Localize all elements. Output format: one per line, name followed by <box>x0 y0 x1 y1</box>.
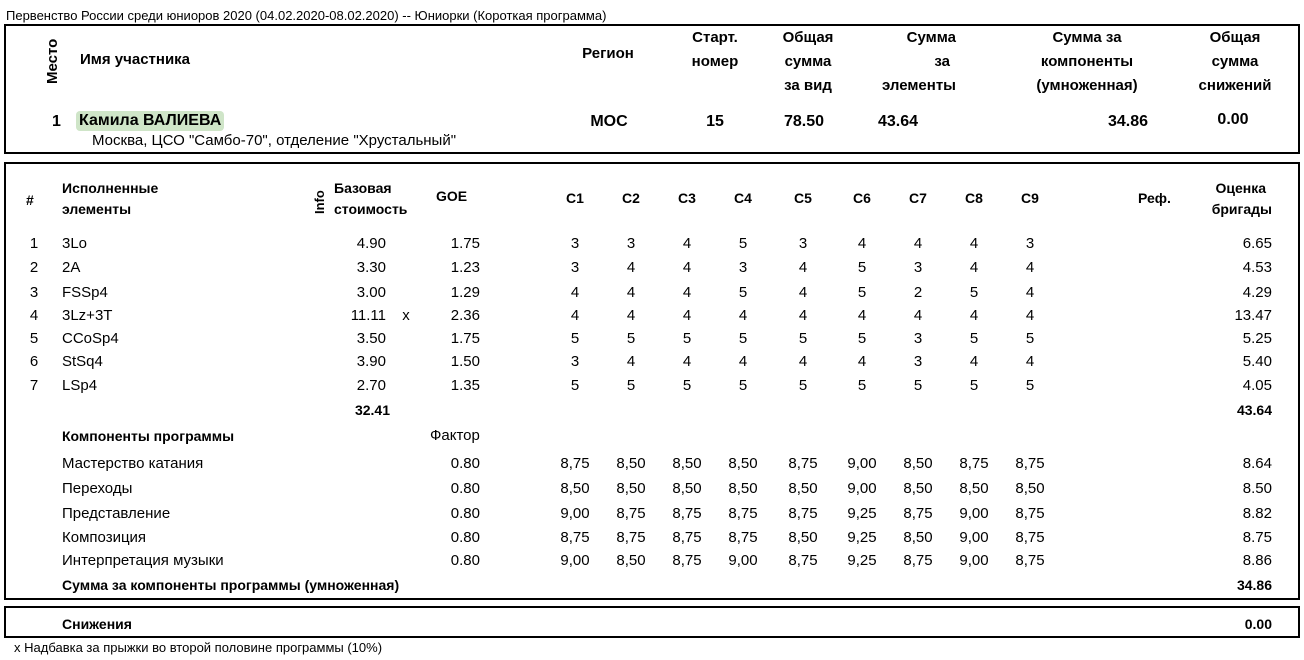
element-judge-score: 5 <box>969 330 979 347</box>
component-judge-score: 8,50 <box>616 480 646 497</box>
element-judge-score: 5 <box>626 377 636 394</box>
element-panel-score: 6.65 <box>1242 235 1272 252</box>
element-judge-score: 4 <box>738 353 748 370</box>
element-judge-score: 5 <box>682 330 692 347</box>
element-base: 4.90 <box>356 235 386 252</box>
judge-header-c1: C1 <box>566 190 584 206</box>
footnote: x Надбавка за прыжки во второй половине программы (10%) <box>14 640 383 655</box>
element-judge-score: 4 <box>626 353 636 370</box>
element-judge-score: 5 <box>626 330 636 347</box>
element-judge-score: 4 <box>969 259 979 276</box>
component-name: Интерпретация музыки <box>62 552 224 569</box>
element-judge-score: 4 <box>969 307 979 324</box>
element-base: 3.30 <box>356 259 386 276</box>
ref-header: Реф. <box>1138 190 1171 206</box>
component-judge-score: 8,75 <box>1015 455 1045 472</box>
element-judge-score: 3 <box>798 235 808 252</box>
element-name: 2A <box>62 259 81 276</box>
component-judge-score: 9,00 <box>728 552 758 569</box>
component-judge-score: 8,50 <box>959 480 989 497</box>
component-name: Представление <box>62 505 171 522</box>
component-judge-score: 8,50 <box>903 529 933 546</box>
component-judge-score: 8,75 <box>1015 529 1045 546</box>
element-judge-score: 5 <box>1025 330 1035 347</box>
element-name: CCoSp4 <box>62 330 119 347</box>
component-panel-score: 8.82 <box>1242 505 1272 522</box>
element-judge-score: 4 <box>682 259 692 276</box>
skater-start-no: 15 <box>706 113 724 130</box>
element-judge-score: 5 <box>969 284 979 301</box>
element-base: 3.00 <box>356 284 386 301</box>
component-judge-score: 8,50 <box>903 480 933 497</box>
element-judge-score: 4 <box>969 235 979 252</box>
component-judge-score: 8,75 <box>728 529 758 546</box>
element-judge-score: 4 <box>738 307 748 324</box>
component-judge-score: 8,75 <box>1015 505 1045 522</box>
component-judge-score: 8,50 <box>1015 480 1045 497</box>
element-judge-score: 4 <box>682 353 692 370</box>
element-judge-score: 4 <box>857 307 867 324</box>
component-judge-score: 9,00 <box>959 529 989 546</box>
element-name: 3Lz+3T <box>62 307 113 324</box>
name-header: Имя участника <box>80 51 191 68</box>
element-num: 1 <box>29 235 39 252</box>
element-panel-score: 5.40 <box>1242 353 1272 370</box>
element-judge-score: 4 <box>798 259 808 276</box>
judge-header-c5: C5 <box>794 190 812 206</box>
element-judge-score: 4 <box>570 284 580 301</box>
component-judge-score: 8,75 <box>560 529 590 546</box>
skater-components-score: 34.86 <box>1107 113 1148 130</box>
element-judge-score: 4 <box>857 235 867 252</box>
element-judge-score: 4 <box>913 235 923 252</box>
judge-header-c3: C3 <box>678 190 696 206</box>
component-judge-score: 8,50 <box>560 480 590 497</box>
element-num: 2 <box>29 259 39 276</box>
element-judge-score: 4 <box>857 353 867 370</box>
element-panel-score: 5.25 <box>1242 330 1272 347</box>
element-judge-score: 3 <box>570 235 580 252</box>
element-judge-score: 5 <box>1025 377 1035 394</box>
element-judge-score: 3 <box>913 259 923 276</box>
component-judge-score: 8,75 <box>1015 552 1045 569</box>
deductions-box <box>4 606 1300 638</box>
skater-elements-score: 43.64 <box>877 113 919 130</box>
component-name: Мастерство катания <box>62 455 204 472</box>
judge-header-c8: C8 <box>965 190 983 206</box>
component-judge-score: 8,75 <box>788 505 818 522</box>
element-base: 11.11 <box>350 307 386 324</box>
judge-header-c4: C4 <box>734 190 752 206</box>
element-judge-score: 4 <box>913 307 923 324</box>
judge-header-c6: C6 <box>853 190 871 206</box>
component-judge-score: 8,50 <box>616 455 646 472</box>
component-judge-score: 8,50 <box>728 480 758 497</box>
element-num: 6 <box>29 353 39 370</box>
skater-region: MOC <box>590 113 628 130</box>
element-num: 5 <box>29 330 39 347</box>
component-judge-score: 8,50 <box>788 529 818 546</box>
component-judge-score: 8,75 <box>903 552 933 569</box>
element-judge-score: 5 <box>682 377 692 394</box>
component-factor: 0.80 <box>450 455 480 472</box>
component-judge-score: 8,50 <box>672 480 702 497</box>
start-no-header: Старт. номер <box>691 29 739 70</box>
element-goe: 2.36 <box>450 307 480 324</box>
element-judge-score: 2 <box>913 284 923 301</box>
element-judge-score: 5 <box>738 377 748 394</box>
element-name: StSq4 <box>62 353 103 370</box>
element-name: 3Lo <box>62 235 88 252</box>
event-title: Первенство России среди юниоров 2020 (04.02.2020-08.02.2020) -- Юниорки (Короткая программа) <box>6 8 607 23</box>
factor-header: Фактор <box>430 427 480 444</box>
elements-total-base: 32.41 <box>354 402 390 418</box>
panel-header: Оценка бригады <box>1211 180 1272 217</box>
component-judge-score: 8,75 <box>672 552 702 569</box>
component-judge-score: 8,50 <box>903 455 933 472</box>
element-judge-score: 4 <box>1025 259 1035 276</box>
component-judge-score: 9,00 <box>959 505 989 522</box>
element-judge-score: 4 <box>798 284 808 301</box>
component-judge-score: 9,00 <box>560 552 590 569</box>
component-judge-score: 9,25 <box>847 505 877 522</box>
element-judge-score: 4 <box>1025 284 1035 301</box>
component-judge-score: 8,75 <box>616 529 646 546</box>
total-segment-header: Общая сумма за вид <box>782 29 834 94</box>
element-judge-score: 4 <box>626 259 636 276</box>
element-judge-score: 4 <box>626 284 636 301</box>
judge-header-c9: C9 <box>1021 190 1039 206</box>
element-judge-score: 4 <box>682 284 692 301</box>
element-goe: 1.50 <box>450 353 480 370</box>
component-judge-score: 8,75 <box>788 552 818 569</box>
component-panel-score: 8.86 <box>1242 552 1272 569</box>
component-panel-score: 8.50 <box>1242 480 1272 497</box>
element-judge-score: 5 <box>913 377 923 394</box>
deductions-header: Общая сумма снижений <box>1198 29 1272 94</box>
skater-deductions: 0.00 <box>1217 111 1249 128</box>
component-judge-score: 8,75 <box>672 529 702 546</box>
element-goe: 1.23 <box>450 259 480 276</box>
element-panel-score: 4.29 <box>1242 284 1272 301</box>
element-judge-score: 5 <box>857 259 867 276</box>
element-goe: 1.75 <box>450 330 480 347</box>
element-panel-score: 4.53 <box>1242 259 1272 276</box>
element-judge-score: 5 <box>798 377 808 394</box>
element-judge-score: 3 <box>738 259 748 276</box>
component-judge-score: 8,75 <box>616 505 646 522</box>
skater-total-segment: 78.50 <box>783 113 825 130</box>
component-factor: 0.80 <box>450 552 480 569</box>
skater-place: 1 <box>52 113 61 130</box>
element-num: 3 <box>29 284 39 301</box>
component-judge-score: 8,75 <box>672 505 702 522</box>
element-panel-score: 4.05 <box>1242 377 1272 394</box>
deductions-label: Снижения <box>62 616 132 632</box>
component-factor: 0.80 <box>450 480 480 497</box>
component-judge-score: 8,75 <box>788 455 818 472</box>
element-bonus: x <box>402 307 410 324</box>
component-judge-score: 8,50 <box>788 480 818 497</box>
element-judge-score: 5 <box>857 284 867 301</box>
element-goe: 1.29 <box>450 284 480 301</box>
element-name: FSSp4 <box>62 284 108 301</box>
elements-total-score: 43.64 <box>1236 402 1272 418</box>
component-judge-score: 8,75 <box>903 505 933 522</box>
element-base: 3.50 <box>356 330 386 347</box>
element-judge-score: 5 <box>570 330 580 347</box>
component-judge-score: 8,75 <box>959 455 989 472</box>
element-judge-score: 3 <box>570 353 580 370</box>
judge-header-c2: C2 <box>622 190 640 206</box>
component-judge-score: 9,00 <box>847 480 877 497</box>
components-total-value: 34.86 <box>1236 577 1272 593</box>
skater-name: Камила ВАЛИЕВА <box>76 111 224 131</box>
goe-header: GOE <box>436 188 468 204</box>
element-base: 2.70 <box>356 377 386 394</box>
element-judge-score: 3 <box>913 330 923 347</box>
component-judge-score: 9,00 <box>959 552 989 569</box>
element-num: 4 <box>29 307 39 324</box>
element-judge-score: 3 <box>570 259 580 276</box>
component-judge-score: 8,50 <box>672 455 702 472</box>
element-judge-score: 4 <box>798 353 808 370</box>
element-judge-score: 4 <box>969 353 979 370</box>
component-factor: 0.80 <box>450 505 480 522</box>
element-judge-score: 4 <box>682 307 692 324</box>
element-judge-score: 5 <box>857 377 867 394</box>
element-judge-score: 5 <box>738 330 748 347</box>
element-judge-score: 5 <box>798 330 808 347</box>
elements-score-header: Сумма за элементы <box>881 29 956 94</box>
components-total-label: Сумма за компоненты программы (умноженная) <box>62 577 400 593</box>
element-judge-score: 5 <box>738 284 748 301</box>
component-judge-score: 8,75 <box>560 455 590 472</box>
components-title: Компоненты программы <box>62 428 235 444</box>
component-judge-score: 9,25 <box>847 552 877 569</box>
judge-header-c7: C7 <box>909 190 927 206</box>
component-panel-score: 8.64 <box>1242 455 1272 472</box>
element-judge-score: 5 <box>969 377 979 394</box>
element-judge-score: 4 <box>626 307 636 324</box>
element-judge-score: 5 <box>570 377 580 394</box>
element-judge-score: 4 <box>798 307 808 324</box>
element-judge-score: 4 <box>1025 307 1035 324</box>
element-judge-score: 3 <box>913 353 923 370</box>
deductions-value: 0.00 <box>1244 616 1272 632</box>
component-judge-score: 8,50 <box>728 455 758 472</box>
element-judge-score: 3 <box>626 235 636 252</box>
num-header: # <box>26 192 34 208</box>
component-panel-score: 8.75 <box>1242 529 1272 546</box>
component-name: Композиция <box>62 529 147 546</box>
element-goe: 1.75 <box>450 235 480 252</box>
component-judge-score: 8,50 <box>616 552 646 569</box>
element-judge-score: 5 <box>857 330 867 347</box>
components-score-header: Сумма за компоненты (умноженная) <box>1036 29 1138 94</box>
skater-club: Москва, ЦСО "Самбо-70", отделение "Хрустальный" <box>92 132 457 149</box>
region-header: Регион <box>582 45 634 62</box>
element-judge-score: 4 <box>570 307 580 324</box>
element-panel-score: 13.47 <box>1234 307 1272 324</box>
element-judge-score: 4 <box>682 235 692 252</box>
element-goe: 1.35 <box>450 377 480 394</box>
element-num: 7 <box>29 377 39 394</box>
element-judge-score: 4 <box>1025 353 1035 370</box>
component-name: Переходы <box>62 480 133 497</box>
place-header: Место <box>44 38 61 84</box>
element-header: Исполненные элементы <box>62 180 159 217</box>
info-header: Info <box>312 190 327 214</box>
element-base: 3.90 <box>356 353 386 370</box>
component-factor: 0.80 <box>450 529 480 546</box>
component-judge-score: 9,00 <box>847 455 877 472</box>
base-header: Базовая стоимость <box>334 180 408 217</box>
component-judge-score: 8,75 <box>728 505 758 522</box>
element-judge-score: 5 <box>738 235 748 252</box>
component-judge-score: 9,25 <box>847 529 877 546</box>
element-name: LSp4 <box>62 377 98 394</box>
component-judge-score: 9,00 <box>560 505 590 522</box>
element-judge-score: 3 <box>1025 235 1035 252</box>
